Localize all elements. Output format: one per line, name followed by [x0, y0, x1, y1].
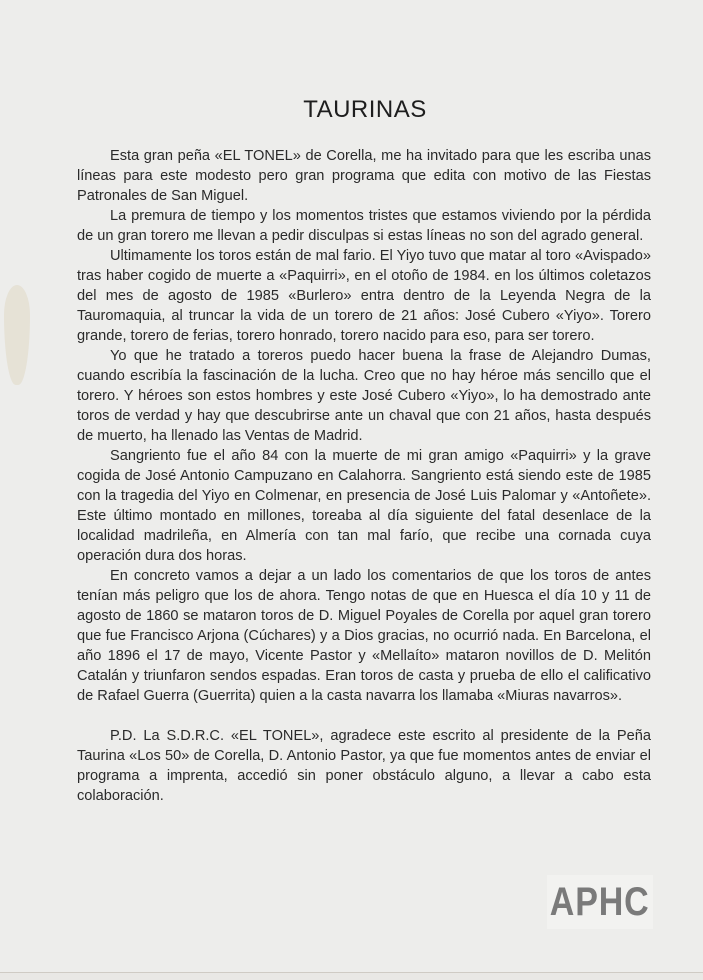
- paragraph-sangriento: Sangriento fue el año 84 con la muerte de mi gran amigo «Paquirri» y la grave cogida de José Antonio Campuzano en Calahorra. Sangriento está siendo este de 1985 con la tragedia del Yiyo en Colmenar, en presencia de José Luis Palomar y «Antoñete». Este último montado en millones, toreaba al día siguiente del fatal desenlace de la localidad madrileña, en Almería con tan mal farío, que recibe una cornada cuya operación dura dos horas.: [77, 448, 651, 564]
- aphc-watermark-logo: [547, 875, 653, 929]
- paragraph-intro: Esta gran peña «EL TONEL» de Corella, me ha invitado para que les escriba unas líneas para este modesto pero gran programa que edita con motivo de las Fiestas Patronales de San Miguel.: [77, 148, 651, 204]
- paragraph-history: En concreto vamos a dejar a un lado los comentarios de que los toros de antes tenían más peligro que los de ahora. Tengo notas de que en Huesca el día 10 y 11 de agosto de 1860 se mataron toros de D. Miguel Poyales de Corella por aquel gran torero que fue Francisco Arjona (Cúchares) y a Dios gracias, no ocurrió nada. En Barcelona, el año 1896 el 17 de mayo, Vicente Pastor y «Mellaíto» mataron novillos de D. Melitón Catalán y triunfaron sendos espadas. Eran toros de casta y prueba de ello el calificativo de Rafael Guerra (Guerrita) quien a la casta navarra los llamaba «Miuras navarros».: [77, 568, 651, 704]
- article-body: [77, 146, 651, 806]
- paragraph-apology: La premura de tiempo y los momentos tristes que estamos viviendo por la pérdida de un gran torero me llevan a pedir disculpas si estas líneas no son del agrado general.: [77, 208, 651, 244]
- paper-stain: [4, 285, 30, 385]
- document-title: TAURINAS: [303, 96, 427, 123]
- paragraph-yiyo: Ultimamente los toros están de mal fario. El Yiyo tuvo que matar al toro «Avispado» tras haber cogido de muerte a «Paquirri», en el otoño de 1984. en los últimos coletazos del mes de agosto de 1985 «Burlero» entra dentro de la Leyenda Negra de la Tauromaquia, al truncar la vida de un torero de 21 años: José Cubero «Yiyo». Torero grande, torero de ferias, torero honrado, torero nacido para eso, para ser torero.: [77, 248, 651, 344]
- postscript: P.D. La S.D.R.C. «EL TONEL», agradece este escrito al presidente de la Peña Taurina «Los 50» de Corella, D. Antonio Pastor, ya que fue momentos antes de enviar el programa a imprenta, accedió sin poner obstáculo alguno, a llevar a cabo esta colaboración.: [77, 728, 651, 804]
- paragraph-dumas: Yo que he tratado a toreros puedo hacer buena la frase de Alejandro Dumas, cuando escribía la fascinación de la lucha. Creo que no hay héroe más sencillo que el torero. Y héroes son estos hombres y este José Cubero «Yiyo», lo ha demostrado ante toros de verdad y hay que descubrirse ante un chaval que con 21 años, hasta después de muerto, ha llenado las Ventas de Madrid.: [77, 348, 651, 444]
- watermark-text: APHC: [550, 879, 650, 924]
